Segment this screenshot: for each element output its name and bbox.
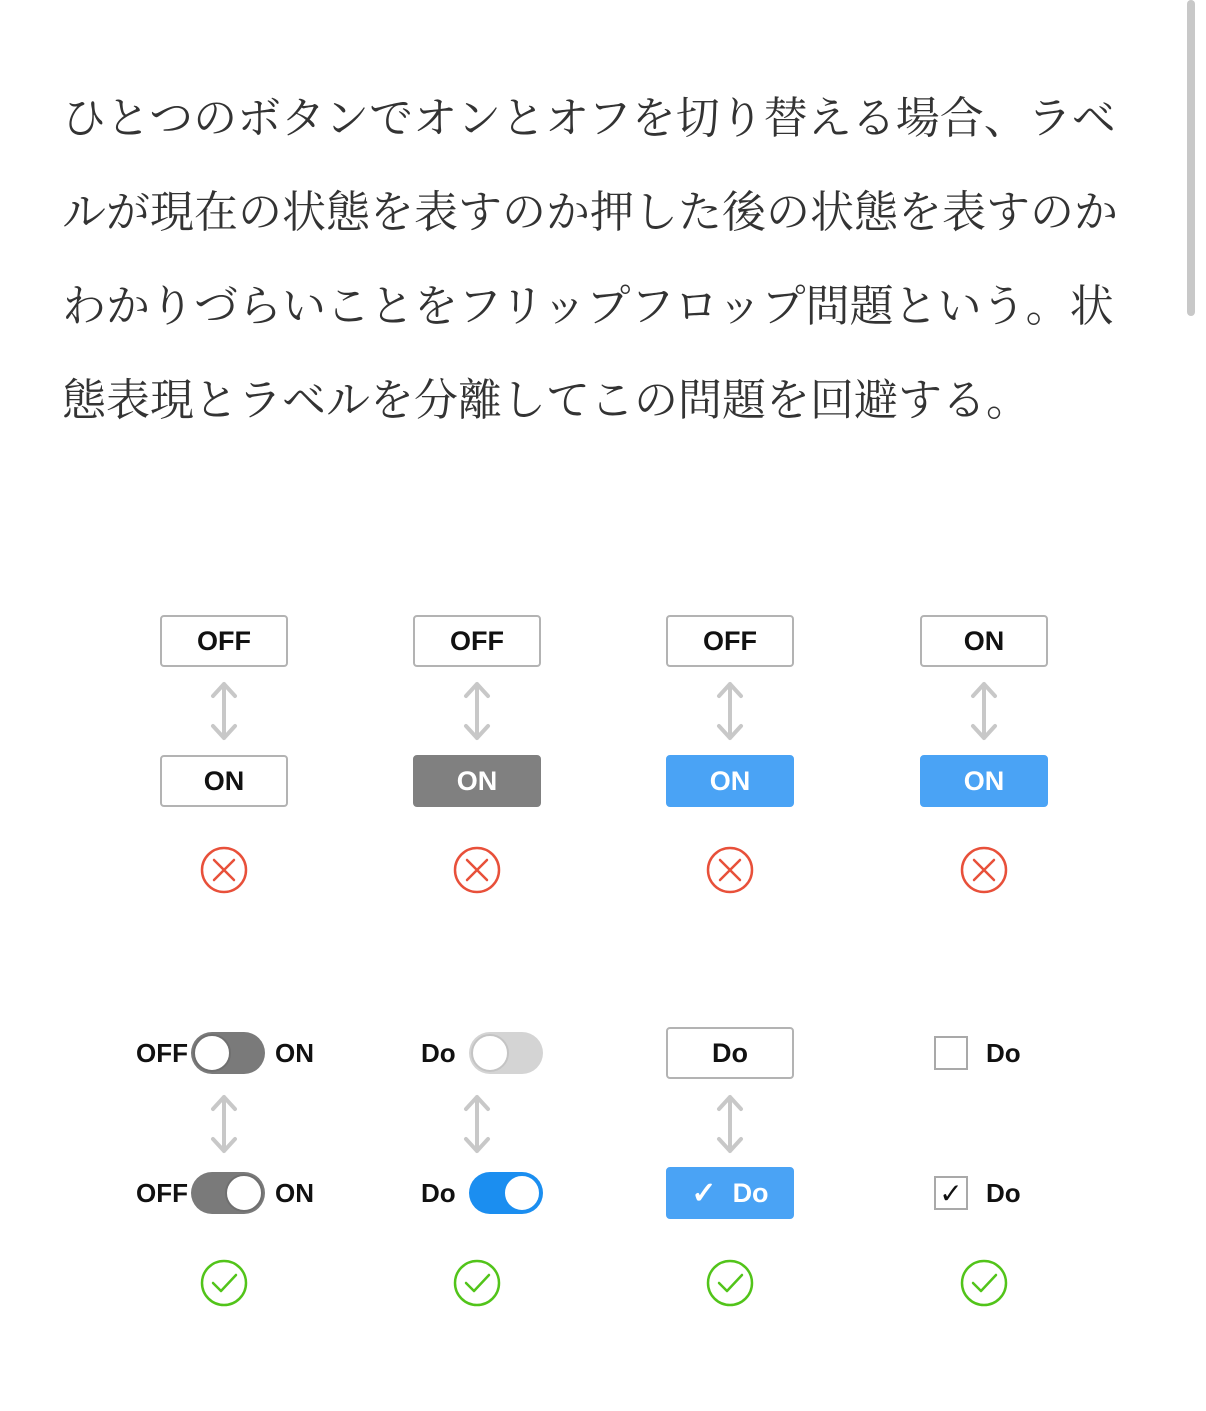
switch-knob bbox=[193, 1034, 231, 1072]
on-button-blue[interactable]: ON bbox=[920, 755, 1048, 807]
do-button[interactable]: Do bbox=[666, 1027, 794, 1079]
do-checkbox-unchecked[interactable] bbox=[934, 1036, 968, 1070]
on-button-gray[interactable]: ON bbox=[413, 755, 541, 807]
on-button[interactable]: ON bbox=[920, 615, 1048, 667]
checkmark-icon: ✓ bbox=[691, 1176, 717, 1210]
off-button[interactable]: OFF bbox=[413, 615, 541, 667]
do-toggle-switch-on[interactable] bbox=[469, 1172, 543, 1214]
on-label: ON bbox=[275, 1178, 314, 1208]
toggle-switch-on[interactable] bbox=[191, 1172, 265, 1214]
up-down-arrow-icon bbox=[206, 1093, 242, 1155]
toggle-switch-off[interactable] bbox=[191, 1032, 265, 1074]
switch-knob bbox=[471, 1034, 509, 1072]
x-circle-icon bbox=[959, 845, 1009, 895]
intro-line: ルが現在の状態を表すのか押した後の状態を表すのか bbox=[62, 187, 1118, 238]
do-label: Do bbox=[986, 1038, 1021, 1068]
do-checkbox-checked[interactable] bbox=[934, 1176, 968, 1210]
on-label: ON bbox=[275, 1038, 314, 1068]
x-circle-icon bbox=[452, 845, 502, 895]
do-button-checked[interactable] bbox=[666, 1167, 794, 1219]
switch-knob bbox=[225, 1174, 263, 1212]
do-label: Do bbox=[986, 1178, 1021, 1208]
off-button[interactable]: OFF bbox=[666, 615, 794, 667]
up-down-arrow-icon bbox=[459, 680, 495, 742]
intro-line: わかりづらいことをフリップフロップ問題という。状 bbox=[62, 281, 1114, 332]
up-down-arrow-icon bbox=[459, 1093, 495, 1155]
x-circle-icon bbox=[199, 845, 249, 895]
up-down-arrow-icon bbox=[712, 1093, 748, 1155]
switch-knob bbox=[503, 1174, 541, 1212]
up-down-arrow-icon bbox=[206, 680, 242, 742]
check-circle-icon bbox=[452, 1258, 502, 1308]
check-circle-icon bbox=[959, 1258, 1009, 1308]
off-label: OFF bbox=[136, 1178, 188, 1208]
off-button[interactable]: OFF bbox=[160, 615, 288, 667]
do-toggle-switch-off[interactable] bbox=[469, 1032, 543, 1074]
do-button-label: Do bbox=[732, 1177, 769, 1208]
on-button-blue[interactable]: ON bbox=[666, 755, 794, 807]
off-label: OFF bbox=[136, 1038, 188, 1068]
up-down-arrow-icon bbox=[712, 680, 748, 742]
checkmark-icon: ✓ bbox=[939, 1176, 963, 1210]
x-circle-icon bbox=[705, 845, 755, 895]
check-circle-icon bbox=[705, 1258, 755, 1308]
up-down-arrow-icon bbox=[966, 680, 1002, 742]
intro-line: 態表現とラベルを分離してこの問題を回避する。 bbox=[62, 375, 1030, 426]
check-circle-icon bbox=[199, 1258, 249, 1308]
on-button[interactable]: ON bbox=[160, 755, 288, 807]
do-label: Do bbox=[421, 1178, 456, 1208]
intro-line: ひとつのボタンでオンとオフを切り替える場合、ラベ bbox=[62, 93, 1116, 144]
do-label: Do bbox=[421, 1038, 456, 1068]
